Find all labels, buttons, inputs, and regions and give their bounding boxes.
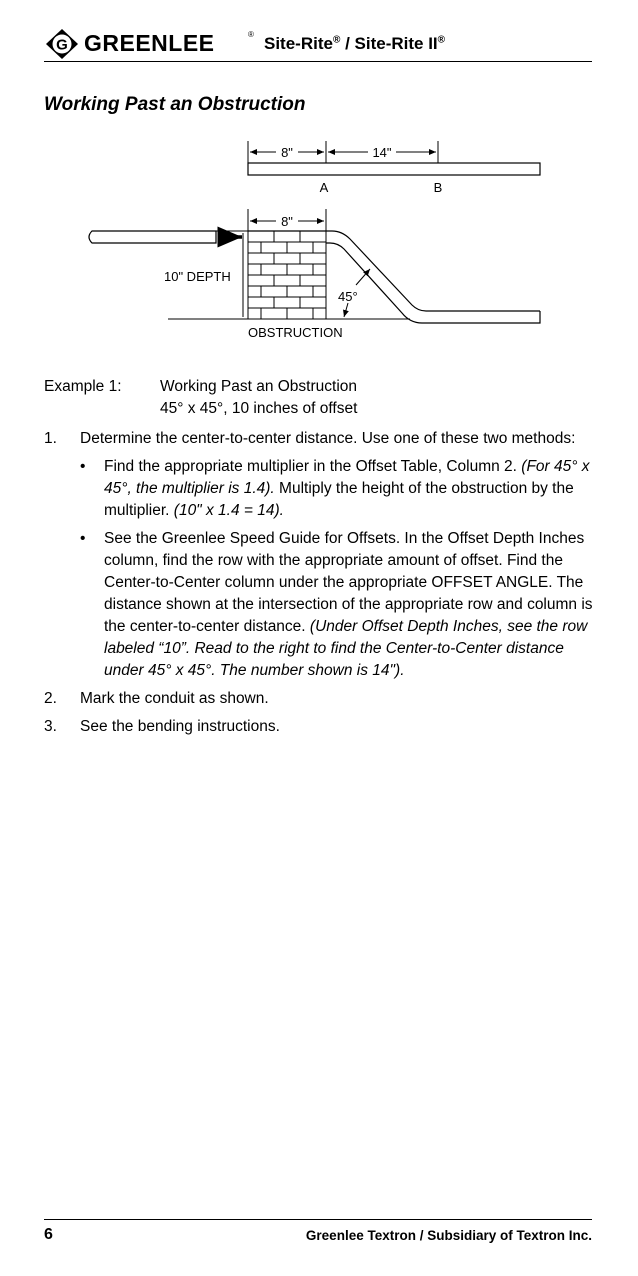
- straight-conduit: [248, 163, 540, 175]
- dim-label-14: 14": [372, 145, 392, 160]
- step-text: Mark the conduit as shown.: [80, 690, 269, 707]
- section-title: Working Past an Obstruction: [44, 94, 306, 115]
- obstruction-label: OBSTRUCTION: [248, 325, 343, 340]
- angle-leader-down: [344, 303, 348, 317]
- footer-company: Greenlee Textron / Subsidiary of Textron Inc.: [305, 1228, 592, 1243]
- list-item: [44, 428, 596, 682]
- footer-rule: [44, 1219, 592, 1220]
- dim-label-8-mid: 8": [281, 214, 293, 229]
- bullet-icon: •: [80, 458, 86, 475]
- product-name: Site-Rite® / Site-Rite II®: [264, 34, 446, 53]
- angle-label: 45°: [338, 289, 358, 304]
- bullet-item: • Find the appropriate multiplier in the Offset Table, Column 2. (For 45° x 45°, the multiplier is 1.4). Multiply the height of the obstruction by the multiplier. (10" x 1.4 = 14).: [80, 458, 590, 519]
- angle-leader-up: [356, 269, 370, 285]
- list-item: [44, 716, 596, 738]
- depth-label: 10" DEPTH: [164, 269, 231, 284]
- step-number: 1.: [44, 430, 57, 447]
- example-label: Example 1:: [44, 378, 122, 395]
- obstruction-bricks: [248, 231, 326, 319]
- bullet-item: • See the Greenlee Speed Guide for Offsets. In the Offset Depth Inches column, find the row with the appropriate amount of offset. Find the Center-to-Center column under the appropriate OFFSET ANGLE. The distance shown at the intersection of the appropriate row and column is the center-to-center distance. (Under Offset Depth Inches, see the row labeled “10”. Read to the right to find the Center-to-Center distance under 45° x 45°. The number shown is 14").: [80, 530, 593, 679]
- bullet-icon: •: [80, 530, 86, 547]
- step-number: 3.: [44, 718, 57, 735]
- greenlee-g-diamond-icon: [44, 28, 80, 60]
- dim-label-8-top: 8": [281, 145, 293, 160]
- header-rule: [44, 61, 592, 62]
- example-detail: 45° x 45°, 10 inches of offset: [160, 400, 358, 417]
- approach-conduit: [89, 231, 216, 243]
- step-text: See the bending instructions.: [80, 718, 280, 735]
- page-header: [44, 26, 592, 62]
- mark-a-label: A: [319, 180, 329, 195]
- list-item: [44, 688, 596, 710]
- logo-letter: G: [56, 36, 68, 54]
- mark-b-label: B: [433, 180, 443, 195]
- brand-name: GREENLEE: [84, 30, 215, 56]
- page-number: 6: [44, 1226, 53, 1243]
- step-number: 2.: [44, 690, 57, 707]
- step-text: Determine the center-to-center distance. Use one of these two methods:: [80, 430, 576, 447]
- offset-obstruction-diagram: [80, 135, 550, 345]
- brand-registered-mark: ®: [248, 30, 254, 39]
- example-title: Working Past an Obstruction: [160, 378, 357, 395]
- instruction-list: [44, 428, 596, 744]
